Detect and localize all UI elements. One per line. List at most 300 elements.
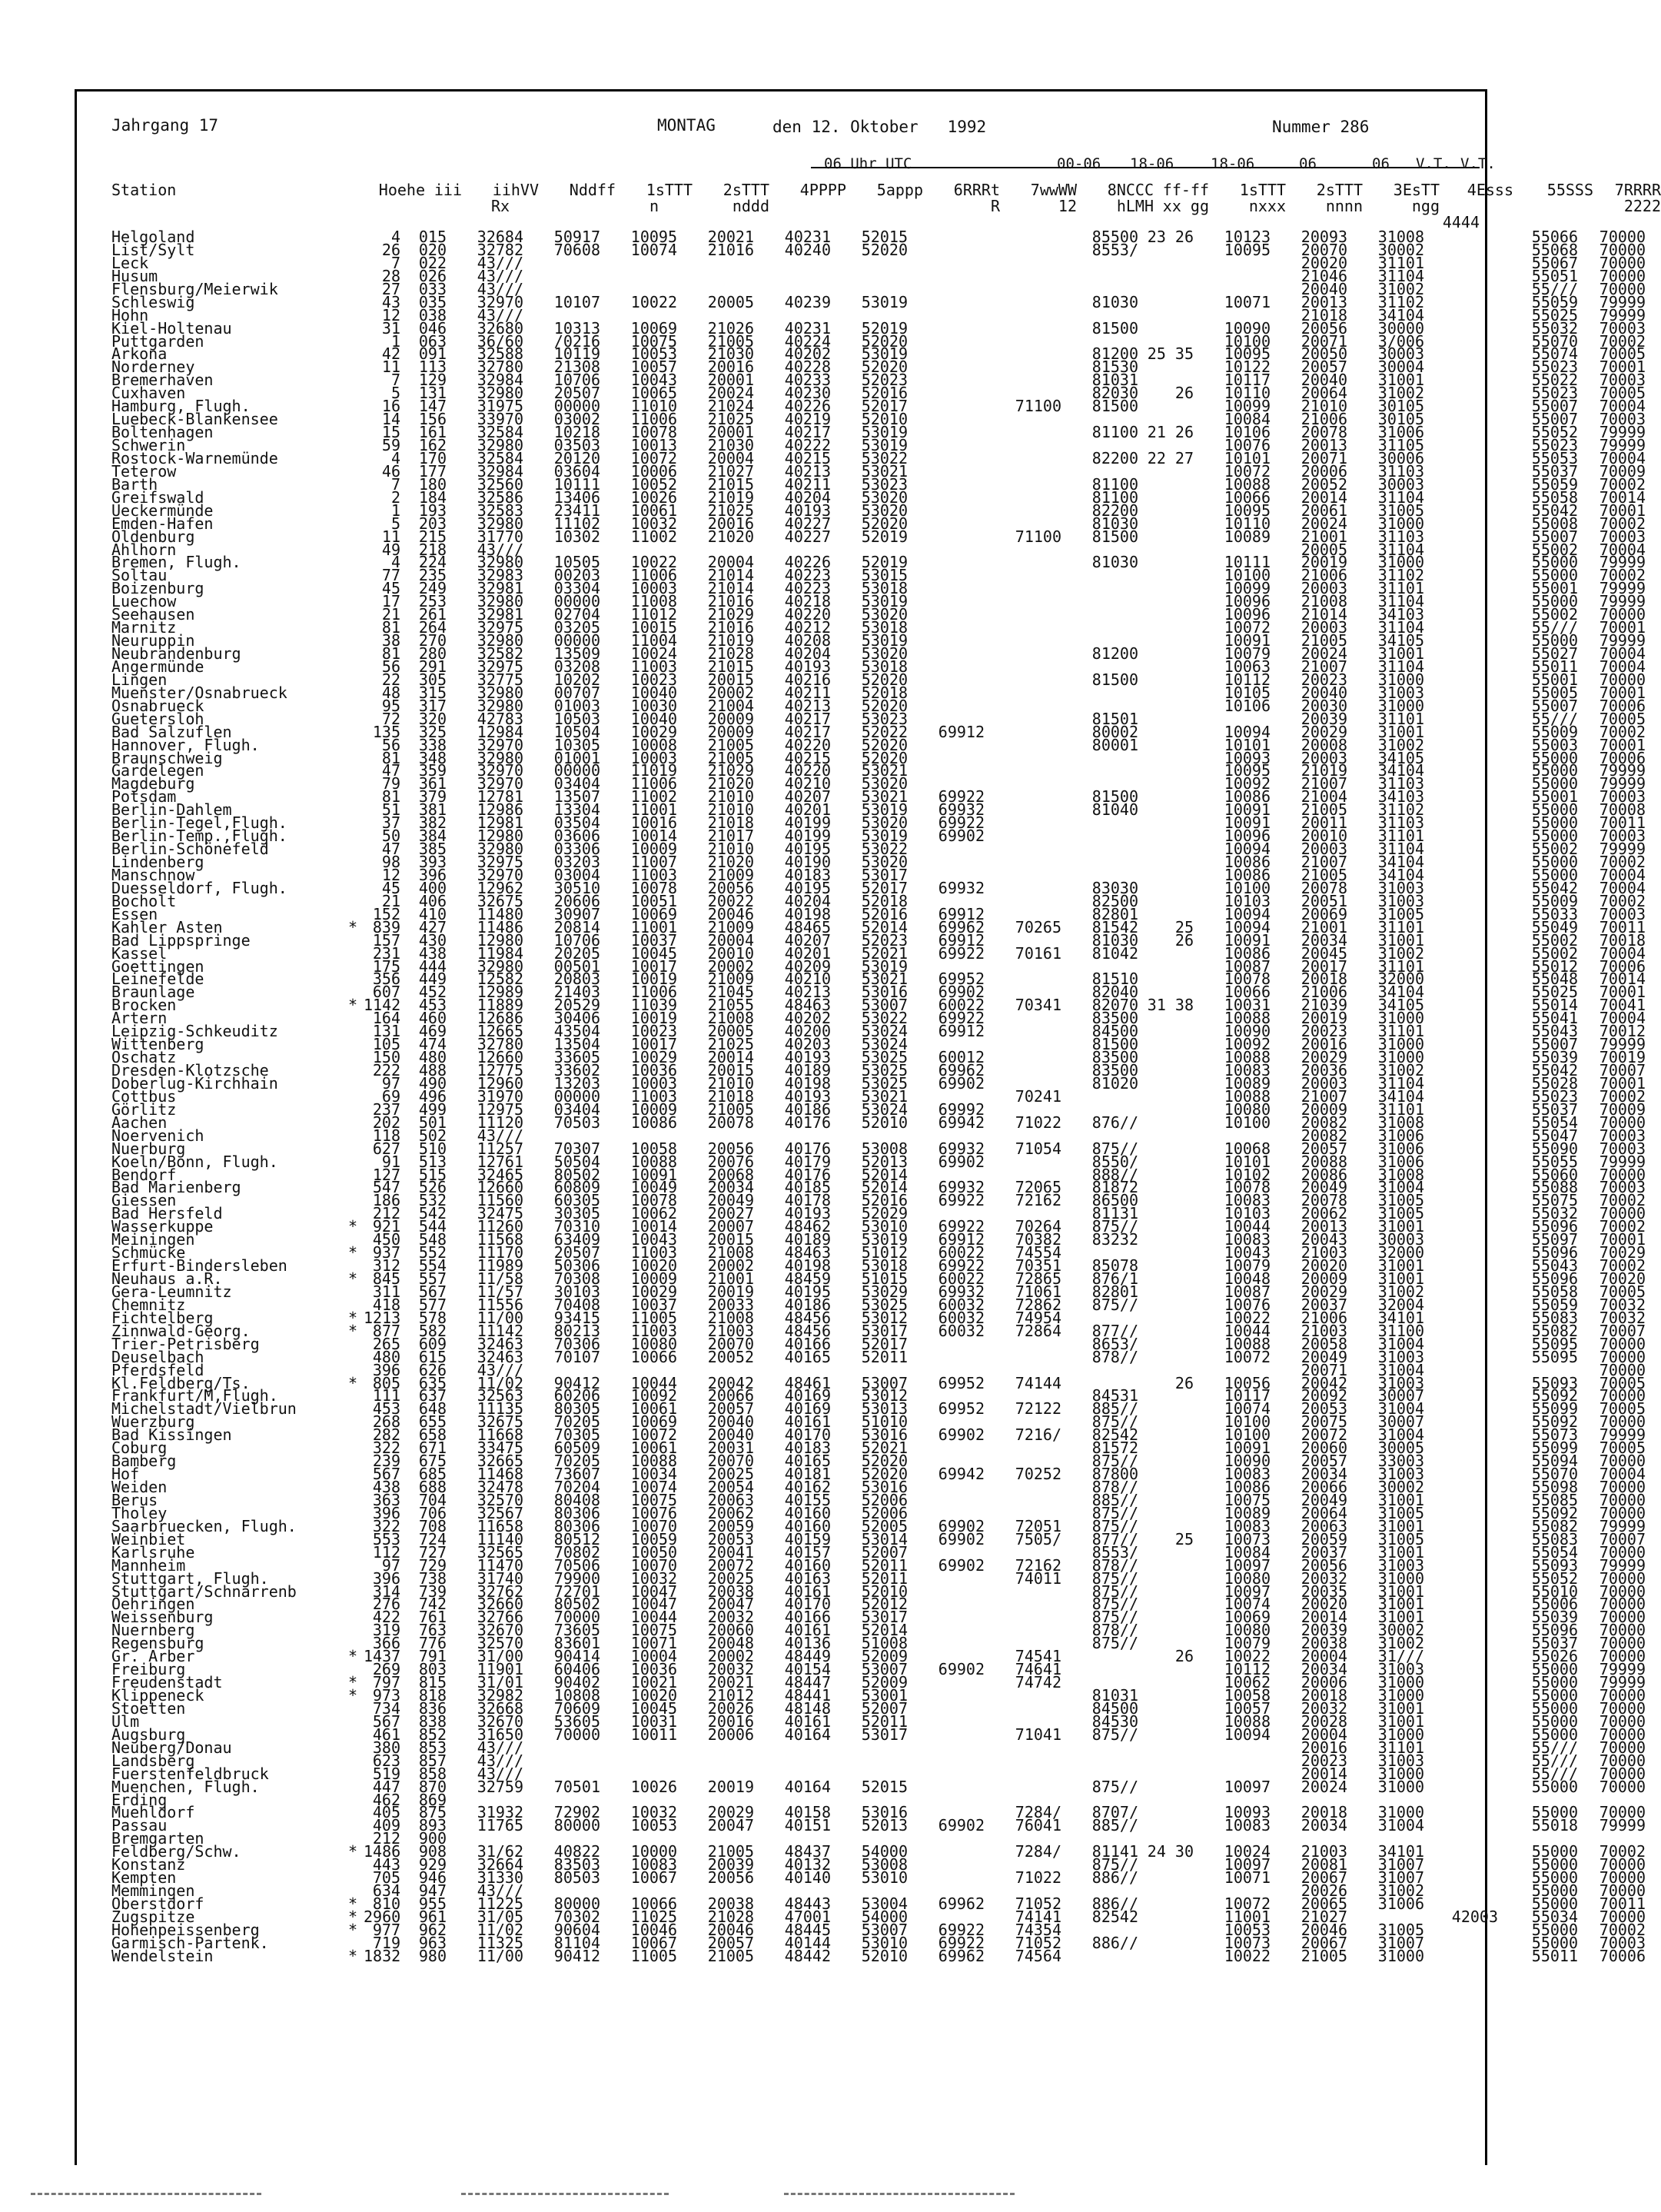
mountain-marker bbox=[342, 335, 364, 348]
6rrrt: 69992 bbox=[938, 1099, 985, 1119]
55sss: 55/// bbox=[1531, 709, 1578, 728]
3estt: 31103 bbox=[1377, 527, 1424, 546]
station-name: Kassel bbox=[111, 943, 168, 963]
4pppp: 40140 bbox=[784, 1868, 831, 1888]
station-name: Braunschweig bbox=[111, 748, 223, 767]
7wwww: 70241 bbox=[1015, 1086, 1061, 1106]
5appp: 52011 bbox=[861, 1711, 908, 1731]
3estt: 31104 bbox=[1377, 840, 1424, 859]
2sttt: 21009 bbox=[707, 865, 754, 884]
1sttt-b: 10090 bbox=[1224, 1452, 1271, 1471]
mountain-marker bbox=[342, 790, 364, 803]
ffff bbox=[1138, 1507, 1194, 1520]
7wwww: 7505/ bbox=[1015, 1529, 1061, 1548]
mountain-marker bbox=[342, 1572, 364, 1585]
weekday-label: MONTAG bbox=[657, 116, 716, 135]
station-id: 510 bbox=[418, 1139, 447, 1158]
2sttt-b: 20013 bbox=[1301, 292, 1347, 311]
1sttt: 11003 bbox=[630, 1086, 677, 1106]
elevation: 2 bbox=[390, 487, 400, 507]
55sss: 55007 bbox=[1531, 1035, 1578, 1054]
ffff bbox=[1138, 1858, 1194, 1871]
7rrrr: 70000 bbox=[1599, 1764, 1646, 1783]
1sttt-b: 10099 bbox=[1224, 397, 1271, 416]
4pppp: 40132 bbox=[784, 1855, 831, 1874]
elevation: 396 bbox=[372, 1568, 400, 1588]
nddff: 20507 bbox=[553, 384, 600, 403]
7rrrr: 70004 bbox=[1599, 1009, 1646, 1028]
1sttt: 11039 bbox=[630, 996, 677, 1015]
ffff bbox=[1138, 1442, 1194, 1455]
2sttt: 21020 bbox=[707, 774, 754, 793]
2sttt: 21030 bbox=[707, 436, 754, 454]
2sttt: 20062 bbox=[707, 1503, 754, 1522]
6rrrt bbox=[908, 595, 985, 608]
55sss: 55042 bbox=[1531, 1061, 1578, 1079]
2sttt: 21024 bbox=[707, 397, 754, 416]
iihvv: 43/// bbox=[477, 1126, 523, 1145]
col-1sttt-b: 1sTTT bbox=[1239, 181, 1286, 199]
5appp: 53020 bbox=[861, 853, 908, 871]
4pppp: 40165 bbox=[784, 1347, 831, 1366]
iihvv: 32980 bbox=[477, 553, 523, 572]
4pppp: 40151 bbox=[784, 1816, 831, 1835]
7rrrr: 70000 bbox=[1599, 1881, 1646, 1901]
6rrrt bbox=[908, 1611, 985, 1624]
mountain-marker bbox=[342, 348, 364, 361]
nddff: 83503 bbox=[553, 1855, 600, 1874]
elevation: 15 bbox=[381, 423, 400, 442]
7wwww: 70265 bbox=[1015, 917, 1061, 936]
iihvv: 11658 bbox=[477, 1516, 523, 1535]
3estt: 31002 bbox=[1377, 1881, 1424, 1901]
8nccc: 82040 bbox=[1091, 983, 1138, 1002]
55sss: 55054 bbox=[1531, 1113, 1578, 1132]
7rrrr: 70014 bbox=[1599, 970, 1646, 989]
7rrrr: 70002 bbox=[1599, 331, 1646, 351]
nddff: 90604 bbox=[553, 1920, 600, 1939]
6rrrt: 69922 bbox=[938, 1009, 985, 1028]
1sttt: 10067 bbox=[630, 1933, 677, 1952]
elevation: 1 bbox=[390, 501, 400, 520]
7rrrr: 70007 bbox=[1599, 1529, 1646, 1548]
2sttt-b: 20023 bbox=[1301, 670, 1347, 689]
5appp: 53018 bbox=[861, 579, 908, 598]
7wwww bbox=[985, 569, 1061, 582]
station-name: Ueckermünde bbox=[111, 501, 214, 520]
ffff bbox=[1138, 1116, 1194, 1129]
55sss: 55088 bbox=[1531, 1178, 1578, 1197]
nddff: 80502 bbox=[553, 1165, 600, 1184]
ffff bbox=[1138, 1129, 1194, 1143]
7wwww bbox=[985, 869, 1061, 882]
4pppp: 40179 bbox=[784, 1152, 831, 1171]
5appp: 52020 bbox=[861, 670, 908, 689]
station-name: Passau bbox=[111, 1816, 168, 1835]
station-name: Fuerstenfeldbruck bbox=[111, 1764, 269, 1783]
7rrrr: 70005 bbox=[1599, 1373, 1646, 1392]
nddff: 70305 bbox=[553, 1425, 600, 1445]
6rrrt: 69912 bbox=[938, 722, 985, 741]
7rrrr: 70002 bbox=[1599, 1256, 1646, 1276]
8nccc: 81872 bbox=[1091, 1178, 1138, 1197]
3estt: 31003 bbox=[1377, 1555, 1424, 1575]
2sttt-b: 20026 bbox=[1301, 1881, 1347, 1901]
3estt: 31104 bbox=[1377, 487, 1424, 507]
station-id: 946 bbox=[418, 1868, 447, 1888]
1sttt: 10020 bbox=[630, 1686, 677, 1705]
55sss: 55002 bbox=[1531, 930, 1578, 950]
8nccc: 875// bbox=[1091, 1217, 1138, 1236]
4pppp: 40170 bbox=[784, 1595, 831, 1614]
5appp: 52020 bbox=[861, 1452, 908, 1471]
4esss bbox=[1424, 999, 1498, 1012]
7wwww bbox=[985, 647, 1061, 660]
8nccc: 885// bbox=[1091, 1490, 1138, 1509]
2sttt-b: 20037 bbox=[1301, 1542, 1347, 1562]
7rrrr: 70009 bbox=[1599, 1099, 1646, 1119]
6rrrt bbox=[908, 439, 985, 452]
1sttt: 11007 bbox=[630, 853, 677, 871]
elevation: 12 bbox=[381, 305, 400, 324]
mountain-marker bbox=[342, 1415, 364, 1429]
mountain-marker bbox=[342, 869, 364, 882]
table-row bbox=[111, 1347, 1646, 1366]
ffff bbox=[1138, 544, 1194, 557]
ffff bbox=[1138, 361, 1194, 374]
ffff: 23 26 bbox=[1147, 228, 1194, 246]
1sttt-b: 10022 bbox=[1224, 1946, 1271, 1965]
4esss bbox=[1424, 1481, 1498, 1494]
iihvv: 11120 bbox=[477, 1113, 523, 1132]
station-id: 688 bbox=[418, 1478, 447, 1496]
nddff: 01003 bbox=[553, 696, 600, 715]
2sttt: 20009 bbox=[707, 722, 754, 741]
elevation: 69 bbox=[381, 1086, 400, 1106]
2sttt: 20032 bbox=[707, 1608, 754, 1627]
3estt: 31001 bbox=[1377, 1516, 1424, 1535]
nddff: 30305 bbox=[553, 1204, 600, 1223]
ffff bbox=[1138, 1194, 1194, 1207]
4esss bbox=[1424, 544, 1498, 557]
nddff: 03002 bbox=[553, 410, 600, 429]
6rrrt: 69932 bbox=[938, 1178, 985, 1197]
ffff bbox=[1138, 1233, 1194, 1246]
2sttt: 20006 bbox=[707, 1725, 754, 1744]
7rrrr: 70000 bbox=[1599, 1777, 1646, 1796]
6rrrt bbox=[908, 1702, 985, 1715]
iihvv: 12975 bbox=[477, 1099, 523, 1119]
station-name: Hohn bbox=[111, 305, 149, 324]
5appp: 52016 bbox=[861, 1191, 908, 1210]
2sttt-b: 20086 bbox=[1301, 1165, 1347, 1184]
5appp: 53017 bbox=[861, 1608, 908, 1627]
station-id: 382 bbox=[418, 813, 447, 833]
3estt: 31001 bbox=[1377, 1490, 1424, 1509]
1sttt-b: 10110 bbox=[1224, 384, 1271, 403]
7wwww bbox=[985, 764, 1061, 777]
5appp: 52020 bbox=[861, 240, 908, 259]
4esss bbox=[1424, 1103, 1498, 1116]
elevation: 312 bbox=[372, 1256, 400, 1276]
2sttt: 20026 bbox=[707, 1698, 754, 1718]
2sttt-b: 21005 bbox=[1301, 800, 1347, 820]
8nccc: 81030 bbox=[1091, 292, 1138, 311]
4pppp: 40213 bbox=[784, 983, 831, 1002]
station-name: Neuruppin bbox=[111, 631, 195, 650]
station-name: Erfurt-Bindersleben bbox=[111, 1256, 287, 1276]
iihvv: 32463 bbox=[477, 1334, 523, 1353]
station-name: Muehldorf bbox=[111, 1803, 195, 1822]
station-name: Kiel-Holtenau bbox=[111, 318, 232, 338]
7rrrr: 70000 bbox=[1599, 1855, 1646, 1874]
5appp: 53019 bbox=[861, 344, 908, 364]
7wwww bbox=[985, 843, 1061, 856]
station-name: Landsberg bbox=[111, 1751, 195, 1770]
8nccc: 87800 bbox=[1091, 1465, 1138, 1484]
mountain-marker bbox=[342, 947, 364, 960]
5appp: 52023 bbox=[861, 371, 908, 390]
4pppp: 48465 bbox=[784, 917, 831, 936]
ffff bbox=[1138, 322, 1194, 335]
nddff: 30103 bbox=[553, 1282, 600, 1301]
3estt: 31104 bbox=[1377, 657, 1424, 676]
5appp: 51015 bbox=[861, 1269, 908, 1288]
table-row bbox=[111, 292, 1646, 311]
4pppp: 40231 bbox=[784, 228, 831, 246]
7wwww bbox=[985, 817, 1061, 830]
7wwww: 74564 bbox=[1015, 1946, 1061, 1965]
mountain-marker bbox=[342, 413, 364, 426]
6rrrt bbox=[908, 504, 985, 517]
7rrrr: 70000 bbox=[1599, 279, 1646, 298]
iihvv: 12775 bbox=[477, 1061, 523, 1079]
8nccc: 875// bbox=[1091, 1568, 1138, 1588]
3estt: 31005 bbox=[1377, 1191, 1424, 1210]
nddff: /0216 bbox=[553, 331, 600, 351]
1sttt-b: 10088 bbox=[1224, 1086, 1271, 1106]
8nccc: 875// bbox=[1091, 1608, 1138, 1627]
elevation: 705 bbox=[372, 1868, 400, 1888]
2sttt-b: 20005 bbox=[1301, 540, 1347, 559]
nddff: 10503 bbox=[553, 709, 600, 728]
1sttt: 10009 bbox=[630, 1099, 677, 1119]
iihvv: 11480 bbox=[477, 904, 523, 923]
ffff bbox=[1138, 1259, 1194, 1272]
55sss: 55000 bbox=[1531, 774, 1578, 793]
ffff: 25 bbox=[1174, 1529, 1194, 1548]
7wwww: 74554 bbox=[1015, 1243, 1061, 1262]
mountain-marker bbox=[342, 309, 364, 322]
station-name: List/Sylt bbox=[111, 240, 195, 259]
7rrrr: 70000 bbox=[1599, 1165, 1646, 1184]
2sttt: 21030 bbox=[707, 344, 754, 364]
3estt: 31001 bbox=[1377, 1542, 1424, 1562]
mountain-marker bbox=[342, 856, 364, 869]
station-name: Puttgarden bbox=[111, 331, 204, 351]
iihvv: 33970 bbox=[477, 410, 523, 429]
4esss bbox=[1424, 1156, 1498, 1169]
6rrrt: 69902 bbox=[938, 1073, 985, 1093]
2sttt: 20019 bbox=[707, 1777, 754, 1796]
6rrrt bbox=[908, 413, 985, 426]
8nccc: 81040 bbox=[1091, 800, 1138, 820]
4pppp: 40201 bbox=[784, 943, 831, 963]
4pppp: 40240 bbox=[784, 240, 831, 259]
ffff bbox=[1138, 973, 1194, 986]
elevation: 268 bbox=[372, 1412, 400, 1432]
4esss bbox=[1424, 1116, 1498, 1129]
table-row bbox=[111, 1946, 1646, 1965]
mountain-marker bbox=[342, 739, 364, 752]
2sttt: 20022 bbox=[707, 891, 754, 910]
1sttt: 10088 bbox=[630, 1452, 677, 1471]
1sttt: 11006 bbox=[630, 774, 677, 793]
1sttt-b: 10091 bbox=[1224, 800, 1271, 820]
iihvv: 32660 bbox=[477, 1595, 523, 1614]
2sttt-b: 21006 bbox=[1301, 983, 1347, 1002]
55sss: 55007 bbox=[1531, 696, 1578, 715]
7wwww: 74144 bbox=[1015, 1373, 1061, 1392]
station-id: 708 bbox=[418, 1516, 447, 1535]
station-name: Emden-Hafen bbox=[111, 514, 214, 533]
station-name: Noervenich bbox=[111, 1126, 204, 1145]
1sttt-b: 10088 bbox=[1224, 1711, 1271, 1731]
station-name: Luechow bbox=[111, 592, 177, 611]
5appp: 53020 bbox=[861, 605, 908, 624]
bottom-rule-mid bbox=[461, 2193, 669, 2195]
nddff: 00501 bbox=[553, 956, 600, 976]
7wwww: 7216/ bbox=[1015, 1425, 1061, 1445]
7rrrr: 70007 bbox=[1599, 1061, 1646, 1079]
2sttt: 20066 bbox=[707, 1386, 754, 1405]
mountain-marker bbox=[342, 973, 364, 986]
1sttt-b: 10087 bbox=[1224, 956, 1271, 976]
8nccc: 80001 bbox=[1091, 735, 1138, 754]
station-id: 410 bbox=[418, 904, 447, 923]
1sttt-b: 10080 bbox=[1224, 1099, 1271, 1119]
nddff: 10202 bbox=[553, 670, 600, 689]
4pppp: 40155 bbox=[784, 1490, 831, 1509]
55sss: 55037 bbox=[1531, 461, 1578, 481]
iihvv: 32675 bbox=[477, 1412, 523, 1432]
station-id: 852 bbox=[418, 1725, 447, 1744]
2sttt: 20014 bbox=[707, 1048, 754, 1067]
station-id: 359 bbox=[418, 761, 447, 780]
5appp: 52020 bbox=[861, 1465, 908, 1484]
3estt: 31006 bbox=[1377, 423, 1424, 442]
4pppp: 40210 bbox=[784, 970, 831, 989]
1sttt-b: 10086 bbox=[1224, 853, 1271, 871]
iihvv: 31/00 bbox=[477, 1647, 523, 1666]
8nccc: 81500 bbox=[1091, 787, 1138, 807]
7wwww bbox=[985, 465, 1061, 478]
55sss: 55002 bbox=[1531, 540, 1578, 559]
3estt: 31007 bbox=[1377, 1855, 1424, 1874]
station-name: Aachen bbox=[111, 1113, 168, 1132]
7rrrr: 79999 bbox=[1599, 305, 1646, 324]
8nccc: 878// bbox=[1091, 1347, 1138, 1366]
3estt: 30007 bbox=[1377, 1386, 1424, 1405]
ffff bbox=[1138, 817, 1194, 830]
4pppp: 40160 bbox=[784, 1516, 831, 1535]
7rrrr: 70019 bbox=[1599, 1048, 1646, 1067]
55sss: 55070 bbox=[1531, 331, 1578, 351]
mountain-marker: * bbox=[347, 1686, 358, 1705]
1sttt: 10026 bbox=[630, 1777, 677, 1796]
mountain-marker bbox=[342, 296, 364, 309]
mountain-marker bbox=[342, 1012, 364, 1025]
1sttt-b: 10086 bbox=[1224, 865, 1271, 884]
2sttt-b: 20039 bbox=[1301, 1621, 1347, 1640]
mountain-marker bbox=[342, 531, 364, 544]
station-id: 502 bbox=[418, 1126, 447, 1145]
nddff: 90414 bbox=[553, 1647, 600, 1666]
2sttt: 20039 bbox=[707, 1855, 754, 1874]
3estt: 30105 bbox=[1377, 397, 1424, 416]
4esss bbox=[1424, 413, 1498, 426]
nddff: 23411 bbox=[553, 501, 600, 520]
elevation: 72 bbox=[381, 709, 400, 728]
7rrrr: 70004 bbox=[1599, 448, 1646, 467]
elevation: 105 bbox=[372, 1035, 400, 1054]
station-name: Boltenhagen bbox=[111, 423, 214, 442]
55sss: 55006 bbox=[1531, 1595, 1578, 1614]
4esss bbox=[1424, 595, 1498, 608]
3estt: 31002 bbox=[1377, 735, 1424, 754]
8nccc: 81020 bbox=[1091, 1073, 1138, 1093]
1sttt-b: 10101 bbox=[1224, 735, 1271, 754]
2sttt: 21029 bbox=[707, 605, 754, 624]
col-7rrrr: 7RRRR bbox=[1614, 181, 1661, 199]
6rrrt: 69902 bbox=[938, 983, 985, 1002]
nddff: 80503 bbox=[553, 1868, 600, 1888]
elevation: 212 bbox=[372, 1829, 400, 1848]
vt-label-a: V.T. bbox=[1416, 155, 1451, 172]
5appp: 52014 bbox=[861, 1178, 908, 1197]
4esss bbox=[1424, 309, 1498, 322]
7rrrr: 70003 bbox=[1599, 410, 1646, 429]
8nccc: 81500 bbox=[1091, 1035, 1138, 1054]
station-name: Gera-Leumnitz bbox=[111, 1282, 232, 1301]
elevation: 77 bbox=[381, 566, 400, 585]
2sttt-b: 20024 bbox=[1301, 1777, 1347, 1796]
station-id: 091 bbox=[418, 344, 447, 364]
col-ffff: ff-ff bbox=[1162, 181, 1209, 199]
1sttt-b: 10091 bbox=[1224, 813, 1271, 833]
station-id: 515 bbox=[418, 1165, 447, 1184]
8nccc bbox=[1061, 621, 1138, 634]
iihvv: 11/57 bbox=[477, 1282, 523, 1301]
55sss: 55023 bbox=[1531, 1086, 1578, 1106]
elevation: 1437 bbox=[364, 1647, 401, 1666]
ffff: 25 bbox=[1174, 917, 1194, 936]
4esss bbox=[1424, 426, 1498, 439]
2sttt-b: 20067 bbox=[1301, 1933, 1347, 1952]
iihvv: 12781 bbox=[477, 787, 523, 807]
station-name: Teterow bbox=[111, 461, 177, 481]
station-id: 177 bbox=[418, 461, 447, 481]
55sss: 55000 bbox=[1531, 1686, 1578, 1705]
1sttt-b: 10079 bbox=[1224, 1634, 1271, 1653]
7rrrr: 79999 bbox=[1599, 1035, 1646, 1054]
elevation: 443 bbox=[372, 1855, 400, 1874]
7rrrr: 70002 bbox=[1599, 1086, 1646, 1106]
7wwww bbox=[985, 1051, 1061, 1064]
5appp: 53016 bbox=[861, 1803, 908, 1822]
6rrrt bbox=[908, 1871, 985, 1884]
8nccc bbox=[1061, 856, 1138, 869]
